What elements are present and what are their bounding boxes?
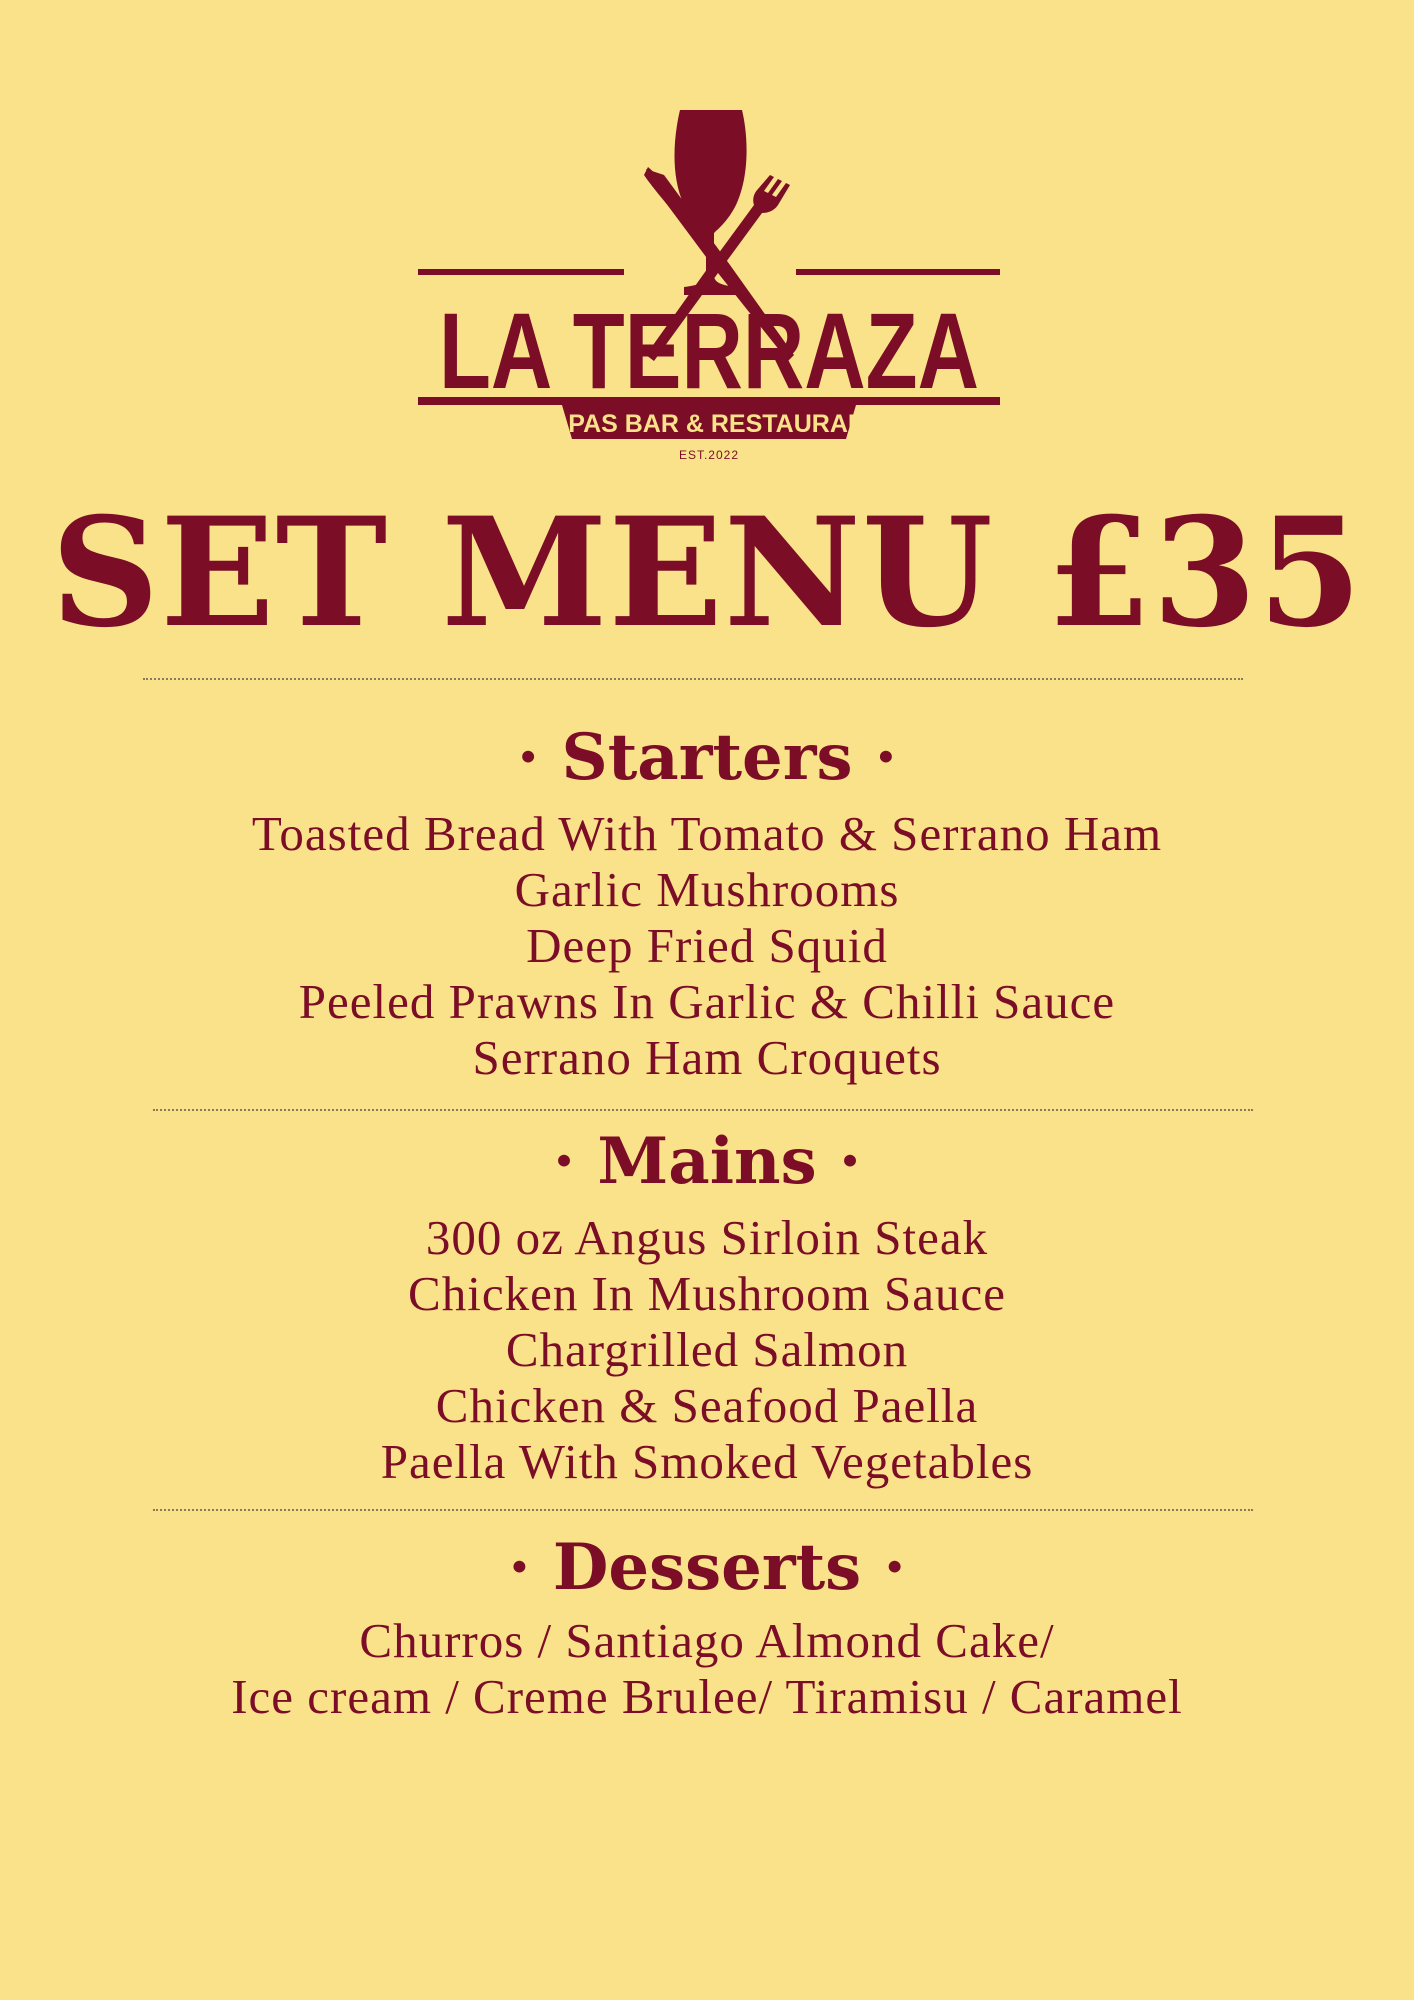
heading-ornament: · bbox=[883, 1530, 906, 1605]
list-item: Chargrilled Salmon bbox=[505, 1322, 909, 1377]
logo-name: LA TERRAZA bbox=[439, 290, 979, 411]
heading-ornament: · bbox=[838, 1124, 862, 1199]
heading-ornament: · bbox=[874, 720, 898, 795]
list-item: Toasted Bread With Tomato & Serrano Ham bbox=[251, 806, 1163, 861]
restaurant-logo bbox=[418, 105, 1000, 465]
section-heading-starters bbox=[0, 718, 1414, 798]
starters-list bbox=[0, 806, 1414, 1086]
section-heading-mains bbox=[0, 1122, 1414, 1202]
list-item: Garlic Mushrooms bbox=[514, 862, 900, 917]
section-heading-desserts bbox=[0, 1528, 1414, 1608]
section-title: Starters bbox=[561, 720, 853, 795]
list-item: Churros / Santiago Almond Cake/ bbox=[359, 1613, 1055, 1668]
section-title: Desserts bbox=[552, 1530, 862, 1605]
list-item: Deep Fried Squid bbox=[526, 918, 888, 973]
list-item: Peeled Prawns In Garlic & Chilli Sauce bbox=[298, 974, 1116, 1029]
list-item: Paella With Smoked Vegetables bbox=[380, 1434, 1034, 1489]
desserts-list bbox=[0, 1613, 1414, 1725]
list-item: Chicken In Mushroom Sauce bbox=[408, 1266, 1006, 1321]
section-title: Mains bbox=[597, 1124, 817, 1199]
divider bbox=[153, 1509, 1253, 1511]
heading-ornament: · bbox=[552, 1124, 576, 1199]
heading-ornament: · bbox=[516, 720, 540, 795]
set-menu-title: SET MENU £35 bbox=[50, 485, 1364, 661]
heading-ornament: · bbox=[508, 1530, 531, 1605]
wine-glass-knife-fork-icon bbox=[418, 105, 1000, 465]
logo-tagline: TAPAS BAR & RESTAURANT bbox=[536, 410, 882, 438]
divider bbox=[153, 1109, 1253, 1111]
list-item: 300 oz Angus Sirloin Steak bbox=[425, 1210, 989, 1265]
list-item: Chicken & Seafood Paella bbox=[435, 1378, 979, 1433]
mains-list bbox=[0, 1210, 1414, 1490]
list-item: Ice cream / Creme Brulee/ Tiramisu / Caramel bbox=[231, 1669, 1183, 1724]
list-item: Serrano Ham Croquets bbox=[472, 1030, 942, 1085]
divider bbox=[143, 678, 1243, 680]
logo-established: EST.2022 bbox=[678, 448, 740, 462]
